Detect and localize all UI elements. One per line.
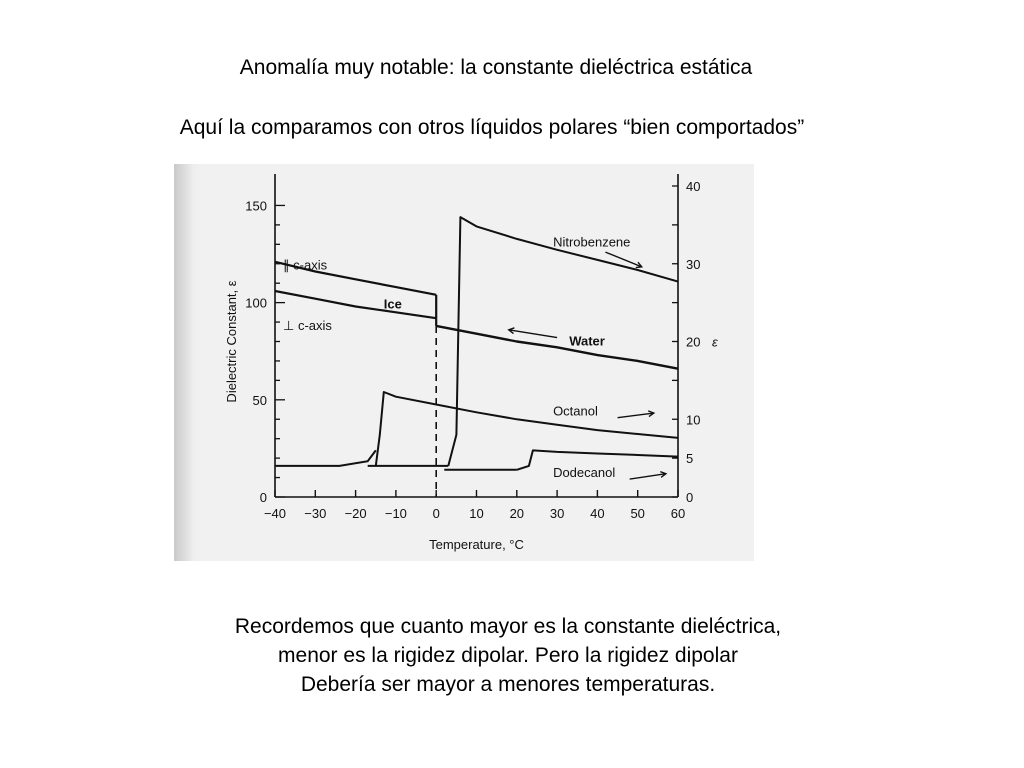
series-label: ⊥ c-axis xyxy=(283,317,332,333)
y2-tick-label: 20 xyxy=(686,334,701,350)
y2-tick-label: 5 xyxy=(686,451,694,467)
series-label: Nitrobenzene xyxy=(553,234,631,250)
x-tick-label: 40 xyxy=(590,506,605,521)
y2-tick-label: 30 xyxy=(686,256,701,272)
y-tick-label: 100 xyxy=(245,295,267,311)
caption-line: Debería ser mayor a menores temperaturas. xyxy=(300,673,716,696)
series-label: Dodecanol xyxy=(553,464,616,480)
y-tick-label: 0 xyxy=(259,490,267,505)
series-line-nitrobenzene xyxy=(448,217,678,466)
water-arrow xyxy=(509,330,557,338)
dodecanol-arrow xyxy=(630,474,666,479)
ice-annotation: Ice xyxy=(383,296,402,312)
octanol-arrow xyxy=(618,413,654,418)
nitrobenzene-arrow xyxy=(605,252,641,267)
x-tick-label: 0 xyxy=(432,506,440,521)
y2-tick-label: 40 xyxy=(686,179,701,194)
series-label: Water xyxy=(569,333,605,349)
y2-tick-label: 10 xyxy=(686,412,701,428)
y2-tick-label: 0 xyxy=(686,490,694,505)
x-tick-label: −10 xyxy=(384,506,407,521)
slide-title: Anomalía muy notable: la constante dieléctrica estática xyxy=(239,56,753,79)
x-tick-label: 10 xyxy=(469,506,484,521)
slide-subtitle: Aquí la comparamos con otros líquidos polares “bien comportados” xyxy=(179,116,805,139)
y-tick-label: 150 xyxy=(245,198,267,214)
x-tick-label: 30 xyxy=(549,506,565,521)
caption-line: menor es la rigidez dipolar. Pero la rigidez dipolar xyxy=(278,644,738,667)
x-tick-label: −30 xyxy=(304,506,327,521)
slide-caption xyxy=(0,612,1016,699)
x-tick-label: −40 xyxy=(263,506,287,521)
y2-axis-label: ε xyxy=(712,334,718,350)
x-axis-label: Temperature, °C xyxy=(429,537,524,552)
chart-figure xyxy=(174,164,754,561)
x-tick-label: 60 xyxy=(670,506,686,521)
series-line-ice-c-axis xyxy=(275,291,436,318)
caption-line: Recordemos que cuanto mayor es la constante dieléctrica, xyxy=(234,615,782,638)
y-axis-label: Dielectric Constant, ε xyxy=(224,280,239,403)
x-tick-label: −20 xyxy=(344,506,367,521)
x-tick-label: 50 xyxy=(630,506,645,521)
y-tick-label: 50 xyxy=(252,392,267,408)
x-tick-label: 20 xyxy=(509,506,525,521)
series-label: ∥ c-axis xyxy=(283,257,328,273)
series-label: Octanol xyxy=(553,403,598,419)
dielectric-chart xyxy=(174,164,754,561)
series-line-water xyxy=(436,326,678,369)
octanol-frozen-tail xyxy=(275,450,376,466)
